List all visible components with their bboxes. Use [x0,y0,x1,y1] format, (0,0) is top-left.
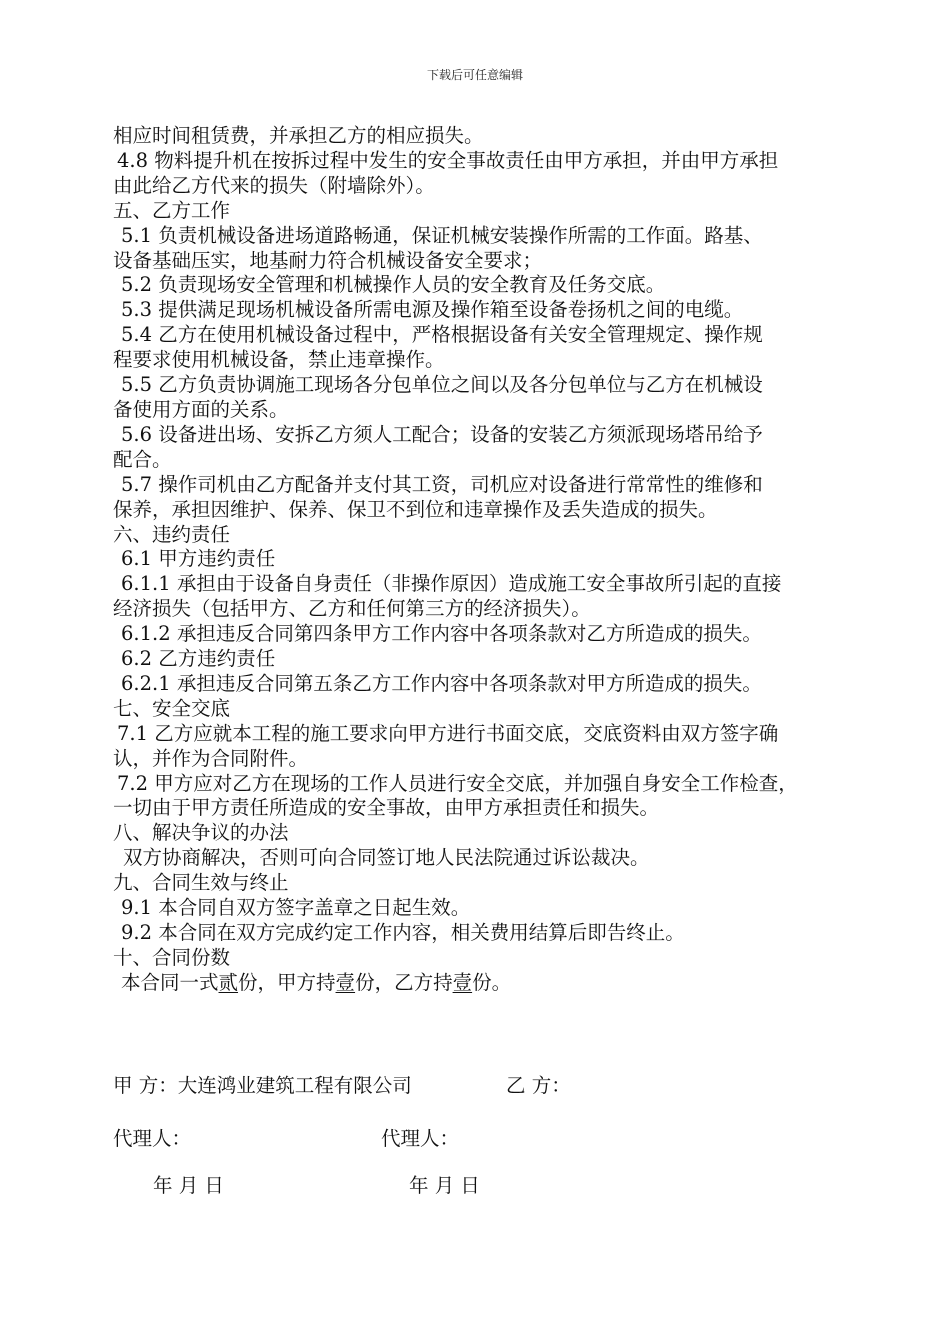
text-line: 9.2 本合同在双方完成约定工作内容，相关费用结算后即告终止。 [121,921,685,944]
text-line: 9.1 本合同自双方签字盖章之日起生效。 [121,896,471,920]
copies-text-4: 份。 [472,970,512,994]
text-line: 配合。 [113,447,172,471]
text-line: 六、违约责任 [113,522,231,546]
text-line: 5.2 负责现场安全管理和机械操作人员的安全教育及任务交底。 [121,273,666,297]
text-line: 5.3 提供满足现场机械设备所需电源及操作箱至设备卷扬机之间的电缆。 [121,298,744,322]
agent-b-label: 代理人： [381,1127,460,1150]
contract-body [113,124,883,996]
text-line: 相应时间租赁费，并承担乙方的相应损失。 [113,124,484,147]
date-a: 年 月 日 [153,1174,224,1197]
text-line: 认，并作为合同附件。 [113,746,309,770]
text-line: 由此给乙方代来的损失（附墙除外）。 [113,173,435,197]
copies-text-2: 份，甲方持 [238,970,336,994]
text-line: 七、安全交底 [113,696,231,720]
copies-text-3: 份，乙方持 [355,970,453,994]
text-line: 6.1.2 承担违反合同第四条甲方工作内容中各项条款对乙方所造成的损失。 [121,622,762,646]
text-line: 6.2.1 承担违反合同第五条乙方工作内容中各项条款对甲方所造成的损失。 [121,671,762,695]
text-line: 八、解决争议的办法 [113,821,289,845]
text-line: 6.2 乙方违约责任 [121,647,276,671]
text-line: 九、合同生效与终止 [113,871,289,895]
copies-count-party-a: 壹 [335,970,356,994]
text-line: 5.1 负责机械设备进场道路畅通，保证机械安装操作所需的工作面。路基、 [121,223,763,247]
copies-count-party-b: 壹 [452,970,473,994]
text-line: 6.1 甲方违约责任 [121,547,276,571]
text-line: 6.1.1 承担由于设备自身责任（非操作原因）造成施工安全事故所引起的直接 [121,572,782,596]
text-line: 5.6 设备进出场、安拆乙方须人工配合；设备的安装乙方须派现场塔吊给予 [121,422,763,446]
page-header: 下载后可任意编辑 [426,68,523,82]
copies-count-total: 贰 [218,970,239,994]
copies-clause [113,971,883,996]
text-line: 保养，承担因维护、保养、保卫不到位和违章操作及丢失造成的损失。 [113,497,718,521]
party-b-label: 乙 方： [506,1074,571,1097]
text-line: 双方协商解决，否则可向合同签订地人民法院通过诉讼裁决。 [123,846,650,870]
copies-text-1: 本合同一式 [121,970,219,994]
text-line: 7.1 乙方应就本工程的施工要求向甲方进行书面交底，交底资料由双方签字确 [117,721,779,745]
agent-a-label: 代理人： [113,1127,192,1150]
text-line: 十、合同份数 [113,945,231,969]
text-line: 程要求使用机械设备，禁止违章操作。 [113,348,445,372]
text-line: 设备基础压实，地基耐力符合机械设备安全要求； [113,248,543,272]
text-line: 经济损失（包括甲方、乙方和任何第三方的经济损失）。 [113,597,591,621]
date-b: 年 月 日 [409,1174,480,1197]
text-line: 五、乙方工作 [113,198,231,222]
text-line: 5.7 操作司机由乙方配备并支付其工资，司机应对设备进行常常性的维修和 [121,472,763,496]
text-line: 一切由于甲方责任所造成的安全事故，由甲方承担责任和损失。 [113,796,660,820]
contract-clauses [113,124,883,971]
text-line: 4.8 物料提升机在按拆过程中发生的安全事故责任由甲方承担，并由甲方承担 [117,148,779,172]
text-line: 5.4 乙方在使用机械设备过程中，严格根据设备有关安全管理规定、操作规 [121,323,763,347]
text-line: 7.2 甲方应对乙方在现场的工作人员进行安全交底，并加强自身安全工作检查， [117,771,798,795]
text-line: 备使用方面的关系。 [113,397,289,421]
text-line: 5.5 乙方负责协调施工现场各分包单位之间以及各分包单位与乙方在机械设 [121,373,763,397]
party-a-name: 甲 方：大连鸿业建筑工程有限公司 [113,1074,412,1097]
